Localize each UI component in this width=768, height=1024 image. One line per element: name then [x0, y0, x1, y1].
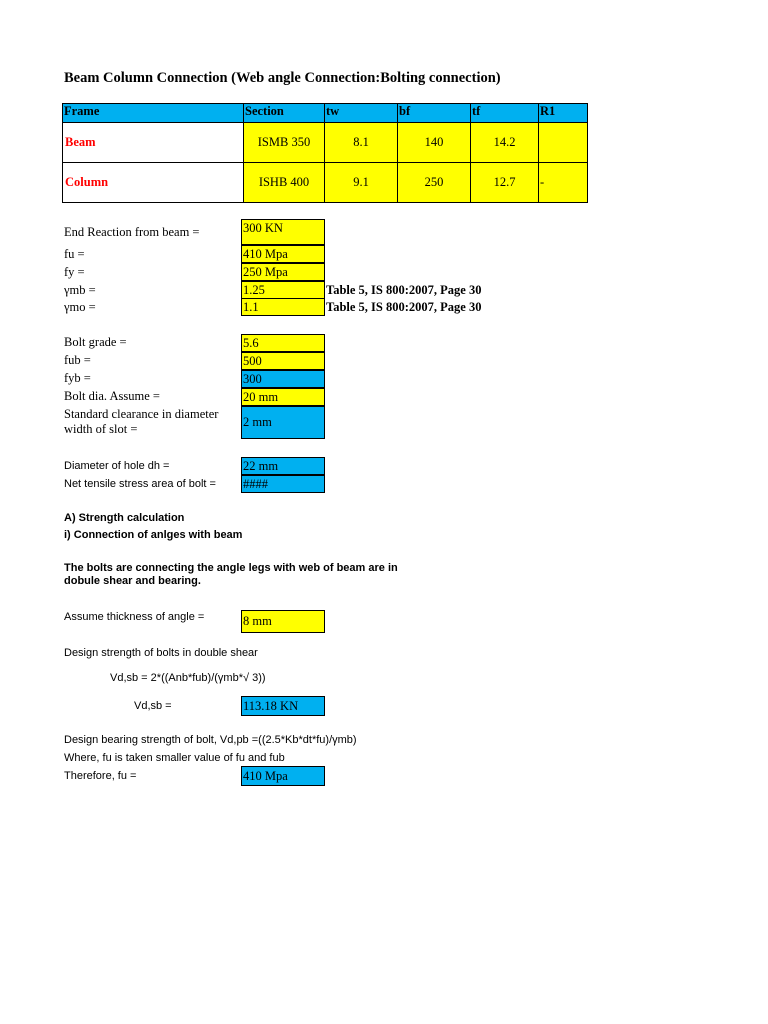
clearance-label-line2: width of slot = — [64, 422, 138, 436]
column-tw-cell[interactable]: 9.1 — [325, 163, 398, 203]
fyb-label: fyb = — [64, 371, 91, 385]
beam-r1-cell[interactable] — [539, 123, 588, 163]
column-tf-cell[interactable]: 12.7 — [471, 163, 539, 203]
ymo-label: γmo = — [64, 300, 96, 314]
column-r1-cell[interactable]: - — [539, 163, 588, 203]
net-area-label: Net tensile stress area of bolt = — [64, 478, 216, 490]
shear-note-line2: dobule shear and bearing. — [64, 575, 201, 587]
hole-dia-label: Diameter of hole dh = — [64, 460, 170, 472]
fu-label: fu = — [64, 247, 85, 261]
fy-value[interactable]: 250 Mpa — [241, 263, 325, 281]
bolt-dia-label: Bolt dia. Assume = — [64, 389, 160, 403]
shear-heading: Design strength of bolts in double shear — [64, 647, 258, 659]
clearance-value[interactable]: 2 mm — [241, 406, 325, 439]
ymb-value[interactable]: 1.25 — [241, 281, 325, 299]
beam-tf-cell[interactable]: 14.2 — [471, 123, 539, 163]
beam-section-cell[interactable]: ISMB 350 — [244, 123, 325, 163]
beam-bf-cell[interactable]: 140 — [398, 123, 471, 163]
strength-heading: A) Strength calculation — [64, 512, 185, 524]
angle-thickness-label: Assume thickness of angle = — [64, 611, 205, 623]
fyb-value[interactable]: 300 — [241, 370, 325, 388]
page-title: Beam Column Connection (Web angle Connection:Bolting connection) — [64, 70, 501, 86]
table-row — [63, 123, 588, 163]
beam-tw-cell[interactable]: 8.1 — [325, 123, 398, 163]
fub-label: fub = — [64, 353, 91, 367]
shear-formula: Vd,sb = 2*((Anb*fub)/(γmb*√ 3)) — [110, 672, 266, 684]
header-bf: bf — [398, 104, 471, 123]
fu-value[interactable]: 410 Mpa — [241, 245, 325, 263]
ymb-reference: Table 5, IS 800:2007, Page 30 — [326, 283, 482, 297]
strength-subheading: i) Connection of anlges with beam — [64, 529, 243, 541]
header-frame: Frame — [63, 104, 244, 123]
bearing-heading: Design bearing strength of bolt, Vd,pb =((2.5*Kb*dt*fu)/γmb) — [64, 734, 357, 746]
shear-result-label: Vd,sb = — [134, 700, 172, 712]
hole-dia-value[interactable]: 22 mm — [241, 457, 325, 475]
column-bf-cell[interactable]: 250 — [398, 163, 471, 203]
header-section: Section — [244, 104, 325, 123]
end-reaction-label: End Reaction from beam = — [64, 225, 200, 239]
fub-value[interactable]: 500 — [241, 352, 325, 370]
clearance-label-line1: Standard clearance in diameter — [64, 407, 219, 421]
end-reaction-value[interactable]: 300 KN — [241, 219, 325, 245]
header-tw: tw — [325, 104, 398, 123]
bolt-grade-value[interactable]: 5.6 — [241, 334, 325, 352]
fy-label: fy = — [64, 265, 85, 279]
bolt-grade-label: Bolt grade = — [64, 335, 127, 349]
header-r1: R1 — [539, 104, 588, 123]
ymo-value[interactable]: 1.1 — [241, 298, 325, 316]
shear-note-line1: The bolts are connecting the angle legs with web of beam are in — [64, 562, 398, 574]
column-section-cell[interactable]: ISHB 400 — [244, 163, 325, 203]
table-row — [63, 163, 588, 203]
section-table — [62, 103, 588, 203]
angle-thickness-value[interactable]: 8 mm — [241, 610, 325, 633]
ymb-label: γmb = — [64, 283, 96, 297]
where-line: Where, fu is taken smaller value of fu and fub — [64, 752, 285, 764]
table-header-row — [63, 104, 588, 123]
ymo-reference: Table 5, IS 800:2007, Page 30 — [326, 300, 482, 314]
row-column-label: Column — [63, 163, 244, 203]
shear-result-value[interactable]: 113.18 KN — [241, 696, 325, 716]
bolt-dia-value[interactable]: 20 mm — [241, 388, 325, 406]
header-tf: tf — [471, 104, 539, 123]
therefore-label: Therefore, fu = — [64, 770, 137, 782]
net-area-value[interactable]: #### — [241, 475, 325, 493]
row-beam-label: Beam — [63, 123, 244, 163]
therefore-value[interactable]: 410 Mpa — [241, 766, 325, 786]
